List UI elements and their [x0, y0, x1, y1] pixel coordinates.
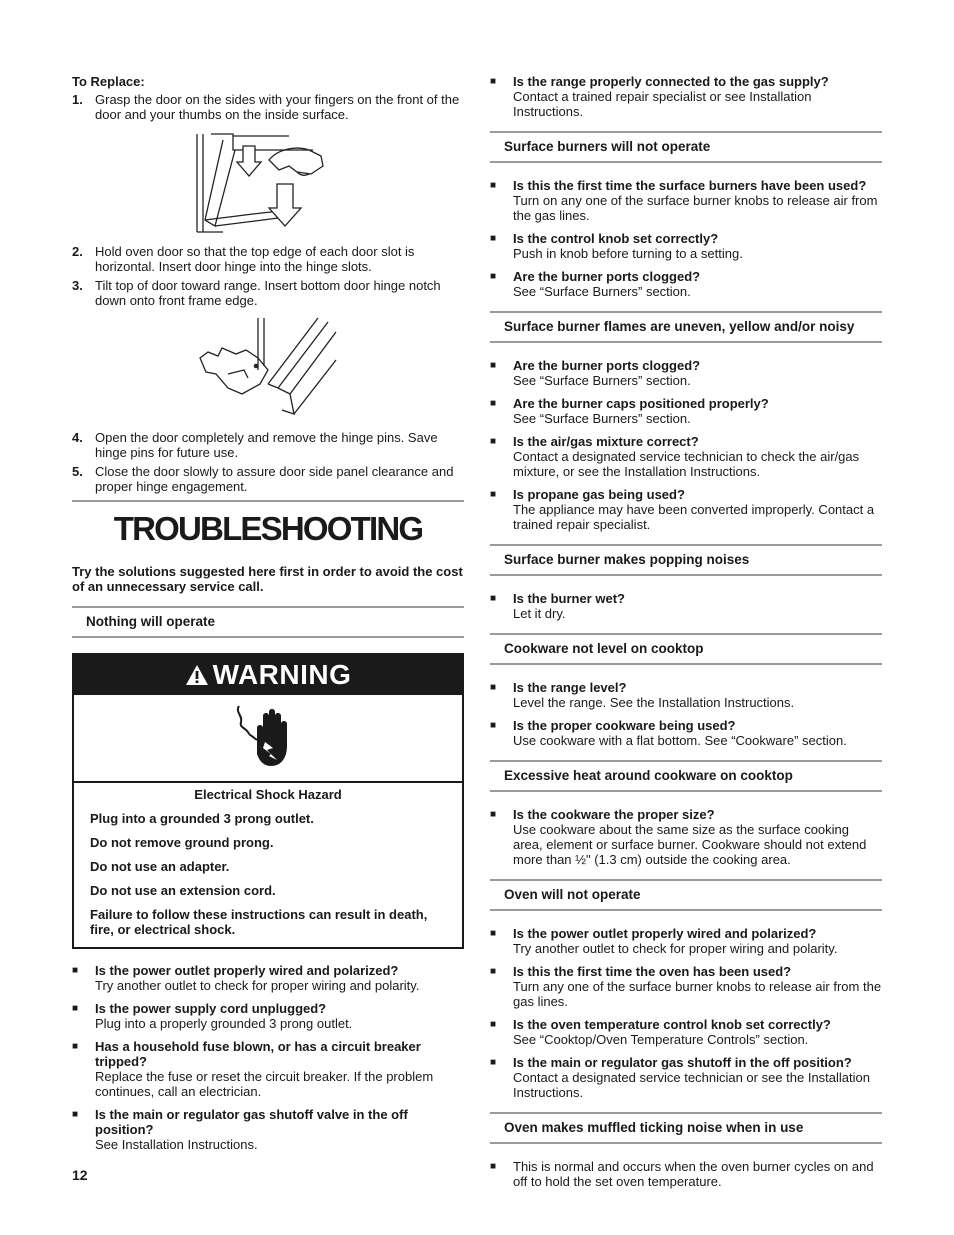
answer: See “Surface Burners” section.	[513, 373, 691, 388]
replace-steps-top	[72, 92, 464, 122]
list-item-body	[513, 269, 700, 299]
list-item	[490, 178, 882, 223]
answer: Use cookware with a flat bottom. See “Cookware” section.	[513, 733, 847, 748]
bullet-icon: ■	[490, 76, 497, 87]
section-items	[490, 926, 882, 1100]
section-head: Surface burner makes popping noises	[490, 544, 882, 576]
section-items	[490, 358, 882, 532]
question: Is the range level?	[513, 680, 627, 695]
list-item-body	[513, 718, 847, 748]
answer: Level the range. See the Installation Instructions.	[513, 695, 795, 710]
warning-line: Failure to follow these instructions can result in death, fire, or electrical shock.	[90, 907, 428, 937]
section-head: Oven will not operate	[490, 879, 882, 911]
answer: Let it dry.	[513, 606, 566, 621]
step-item	[72, 244, 464, 274]
step-text: Open the door completely and remove the hinge pins. Save hinge pins for future use.	[95, 430, 438, 460]
step-number: 1.	[72, 92, 83, 107]
list-item-body	[513, 807, 882, 867]
step-item	[72, 278, 464, 308]
list-item-body	[513, 1159, 882, 1189]
list-item	[490, 231, 882, 261]
answer: Replace the fuse or reset the circuit breaker. If the problem continues, call an electrician.	[95, 1069, 434, 1099]
warning-line: Do not use an adapter.	[90, 859, 230, 874]
section-head: Cookware not level on cooktop	[490, 633, 882, 665]
list-item	[490, 396, 882, 426]
section-head: Surface burner flames are uneven, yellow and/or noisy	[490, 311, 882, 343]
bullet-icon: ■	[490, 1057, 497, 1068]
list-item-body	[95, 1001, 352, 1031]
list-item	[490, 807, 882, 867]
list-item	[490, 487, 882, 532]
section-items	[490, 1159, 882, 1189]
list-item	[490, 1159, 882, 1189]
step-number: 3.	[72, 278, 83, 293]
question: Is the proper cookware being used?	[513, 718, 736, 733]
answer: Turn any one of the surface burner knobs to release air from the gas lines.	[513, 979, 882, 1009]
step-text: Close the door slowly to assure door side panel clearance and proper hinge engagement.	[95, 464, 454, 494]
answer: Try another outlet to check for proper wiring and polarity.	[513, 941, 838, 956]
warning-line: Plug into a grounded 3 prong outlet.	[90, 811, 314, 826]
question: Is the range properly connected to the gas supply?	[513, 74, 829, 89]
troubleshooting-intro: Try the solutions suggested here first in order to avoid the cost of an unnecessary service call.	[72, 564, 463, 594]
answer: See Installation Instructions.	[95, 1137, 258, 1152]
bullet-icon: ■	[490, 180, 497, 191]
list-item-body	[513, 434, 882, 479]
bullet-icon: ■	[490, 489, 497, 500]
list-item	[490, 680, 882, 710]
bullet-icon: ■	[72, 1041, 79, 1052]
answer: Contact a trained repair specialist or see Installation Instructions.	[513, 89, 812, 119]
list-item	[72, 1039, 464, 1099]
warning-line: Do not remove ground prong.	[90, 835, 274, 850]
bullet-icon: ■	[490, 1019, 497, 1030]
right-column	[490, 74, 882, 1201]
question: Is the oven temperature control knob set correctly?	[513, 1017, 831, 1032]
bullet-icon: ■	[72, 1109, 79, 1120]
list-item-body	[95, 1107, 464, 1152]
hinge-insert-illustration	[72, 314, 464, 418]
list-item-body	[513, 396, 769, 426]
answer: The appliance may have been converted improperly. Contact a trained repair specialist.	[513, 502, 875, 532]
section-head: Surface burners will not operate	[490, 131, 882, 163]
bullet-icon: ■	[490, 1161, 497, 1172]
question: Is propane gas being used?	[513, 487, 685, 502]
warning-triangle-icon	[185, 664, 209, 686]
step-number: 2.	[72, 244, 83, 259]
step-number: 5.	[72, 464, 83, 479]
list-item	[490, 1055, 882, 1100]
nothing-will-operate-items	[72, 963, 464, 1152]
list-item-body	[513, 964, 882, 1009]
list-item	[72, 1107, 464, 1152]
list-item	[490, 1017, 882, 1047]
question: Is the main or regulator gas shutoff in the off position?	[513, 1055, 852, 1070]
list-item	[490, 964, 882, 1009]
bullet-icon: ■	[490, 593, 497, 604]
answer: Plug into a properly grounded 3 prong outlet.	[95, 1016, 353, 1031]
door-grasp-illustration	[72, 130, 464, 234]
list-item-body	[513, 178, 882, 223]
answer: Turn on any one of the surface burner knobs to release air from the gas lines.	[513, 193, 878, 223]
warning-header	[74, 655, 462, 695]
list-item	[490, 718, 882, 748]
bullet-icon: ■	[72, 1003, 79, 1014]
answer: Contact a designated service technician or see the Installation Instructions.	[513, 1070, 870, 1100]
question: Are the burner ports clogged?	[513, 358, 701, 373]
warning-box	[72, 653, 464, 949]
question: Has a household fuse blown, or has a circuit breaker tripped?	[95, 1039, 421, 1069]
question: Is the power outlet properly wired and polarized?	[513, 926, 817, 941]
bullet-icon: ■	[490, 928, 497, 939]
step-text: Tilt top of door toward range. Insert bottom door hinge notch down onto front frame edge.	[95, 278, 441, 308]
list-item	[490, 74, 882, 119]
replace-steps-mid	[72, 244, 464, 308]
question: Is this the first time the oven has been used?	[513, 964, 792, 979]
step-item	[72, 430, 464, 460]
question: Is the air/gas mixture correct?	[513, 434, 699, 449]
list-item-body	[513, 231, 743, 261]
left-column	[72, 74, 464, 1160]
step-text: Grasp the door on the sides with your fingers on the front of the door and your thumbs on the inside surface.	[95, 92, 460, 122]
answer: Push in knob before turning to a setting.	[513, 246, 743, 261]
bullet-icon: ■	[490, 966, 497, 977]
right-sections	[490, 131, 882, 1189]
question: Are the burner caps positioned properly?	[513, 396, 769, 411]
question: Is the burner wet?	[513, 591, 625, 606]
section-items	[490, 591, 882, 621]
question: Is the control knob set correctly?	[513, 231, 719, 246]
warning-label: WARNING	[212, 659, 352, 690]
warning-body	[74, 783, 462, 947]
warning-line: Do not use an extension cord.	[90, 883, 276, 898]
list-item	[72, 963, 464, 993]
warning-hazard-title: Electrical Shock Hazard	[194, 787, 342, 802]
list-item	[490, 269, 882, 299]
step-number: 4.	[72, 430, 83, 445]
answer: See “Surface Burners” section.	[513, 284, 691, 299]
list-item	[72, 1001, 464, 1031]
list-item	[490, 926, 882, 956]
step-text: Hold oven door so that the top edge of each door slot is horizontal. Insert door hinge into the hinge slots.	[95, 244, 415, 274]
answer: See “Surface Burners” section.	[513, 411, 691, 426]
bullet-icon: ■	[490, 682, 497, 693]
question: Is the cookware the proper size?	[513, 807, 715, 822]
bullet-icon: ■	[490, 233, 497, 244]
bullet-icon: ■	[490, 436, 497, 447]
section-items	[490, 807, 882, 867]
answer: Contact a designated service technician to check the air/gas mixture, or see the Installation Instructions.	[513, 449, 860, 479]
list-item	[490, 591, 882, 621]
list-item-body	[513, 926, 837, 956]
section-head: Excessive heat around cookware on cooktop	[490, 760, 882, 792]
replace-steps-bottom	[72, 430, 464, 494]
list-item-body	[95, 1039, 464, 1099]
bullet-icon: ■	[490, 271, 497, 282]
list-item-body	[513, 358, 700, 388]
step-item	[72, 92, 464, 122]
replace-title: To Replace:	[72, 74, 145, 89]
bullet-icon: ■	[72, 965, 79, 976]
question: Are the burner ports clogged?	[513, 269, 701, 284]
answer: Use cookware about the same size as the surface cooking area, element or surface burner. Cookware should not extend more than ½" (1.3 cm) outside the cooking area.	[513, 822, 867, 867]
question: Is the power outlet properly wired and polarized?	[95, 963, 399, 978]
question: Is the power supply cord unplugged?	[95, 1001, 327, 1016]
troubleshooting-title: TROUBLESHOOTING	[113, 510, 423, 547]
answer: This is normal and occurs when the oven burner cycles on and off to hold the set oven temperature.	[513, 1159, 874, 1189]
bullet-icon: ■	[490, 398, 497, 409]
bullet-icon: ■	[490, 720, 497, 731]
list-item	[490, 434, 882, 479]
door-grasp-drawing	[193, 130, 343, 234]
list-item-body	[95, 963, 419, 993]
answer: Try another outlet to check for proper wiring and polarity.	[95, 978, 420, 993]
section-items	[490, 178, 882, 299]
page-number: 12	[72, 1167, 88, 1183]
step-item	[72, 464, 464, 494]
shock-hazard-illustration	[74, 695, 462, 783]
section-head-nothing-will-operate: Nothing will operate	[72, 606, 464, 638]
list-item-body	[513, 591, 625, 621]
hinge-insert-drawing	[198, 314, 338, 418]
list-item-body	[513, 487, 882, 532]
list-item	[490, 358, 882, 388]
bullet-icon: ■	[490, 809, 497, 820]
question: Is this the first time the surface burners have been used?	[513, 178, 867, 193]
divider	[72, 500, 464, 502]
list-item-body	[513, 1055, 882, 1100]
list-item-body	[513, 1017, 831, 1047]
electric-shock-hand-icon	[233, 702, 303, 774]
warning-lines	[90, 811, 446, 937]
list-item-body	[513, 680, 794, 710]
bullet-icon: ■	[490, 360, 497, 371]
answer: See “Cooktop/Oven Temperature Controls” section.	[513, 1032, 809, 1047]
section-items	[490, 680, 882, 748]
question: Is the main or regulator gas shutoff valve in the off position?	[95, 1107, 408, 1137]
section-head: Oven makes muffled ticking noise when in use	[490, 1112, 882, 1144]
